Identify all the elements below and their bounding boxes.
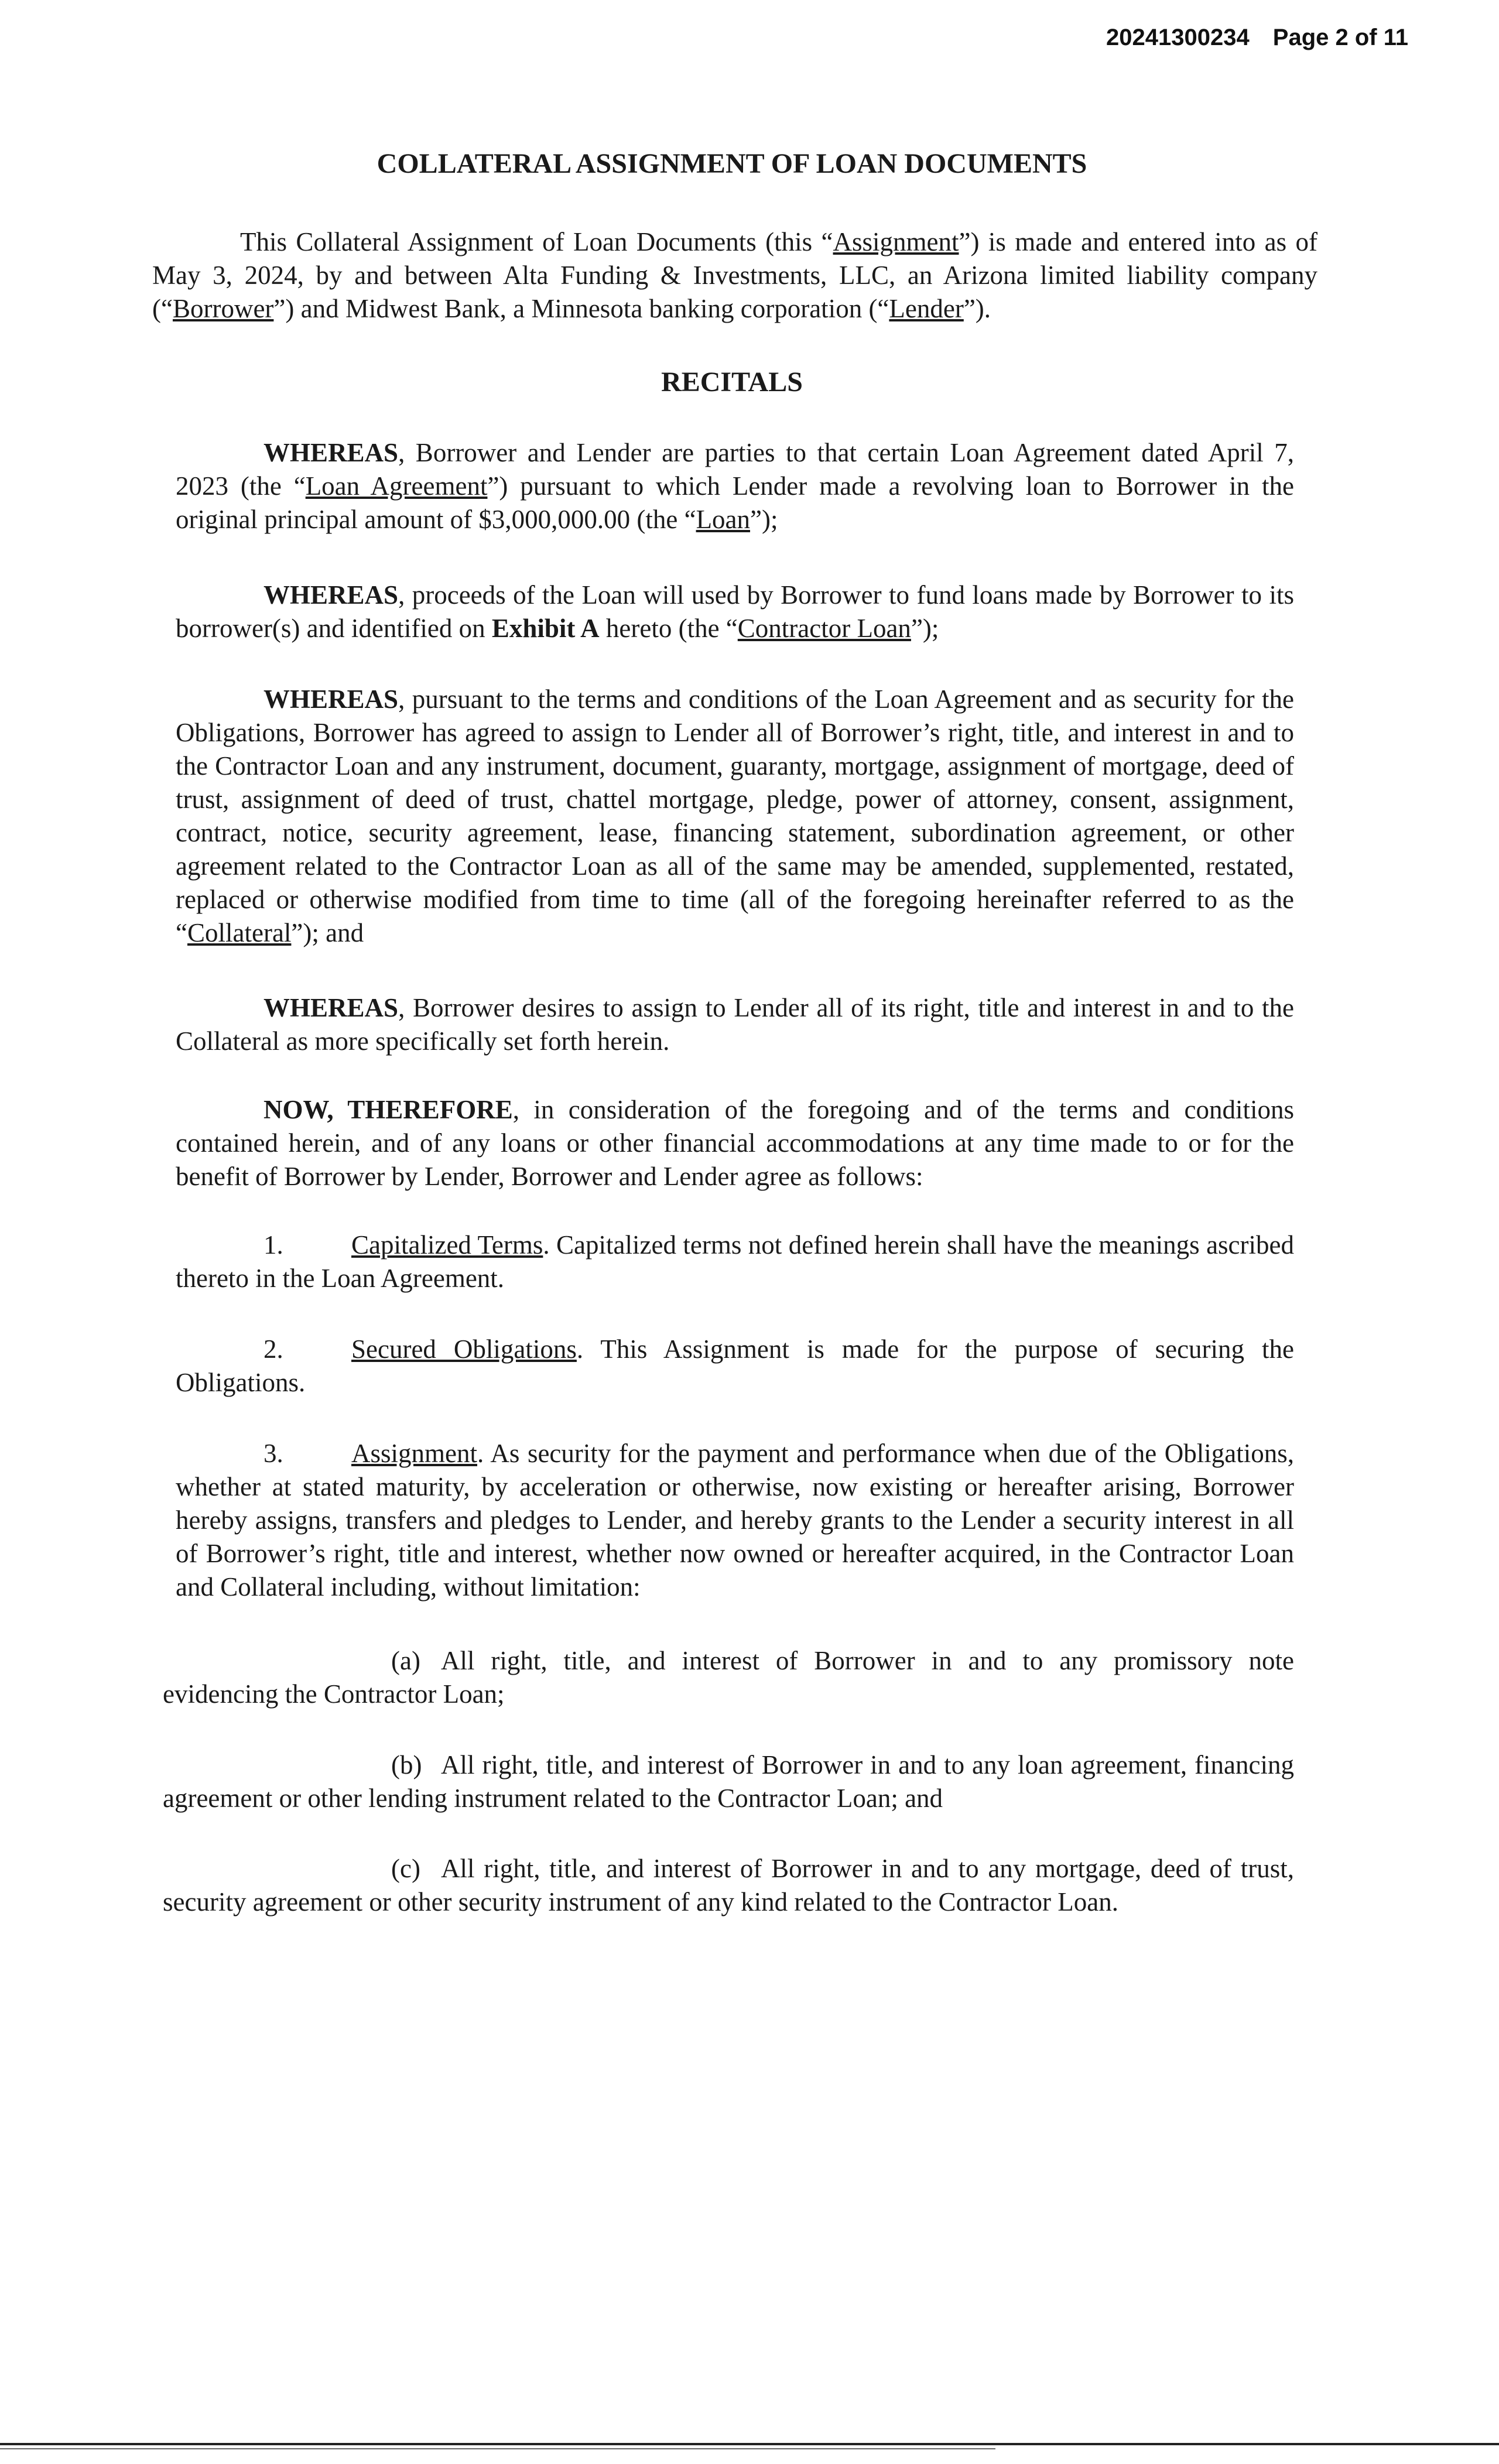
- defined-term-contractor-loan: Contractor Loan: [737, 614, 911, 643]
- section-heading: Capitalized Terms: [351, 1230, 543, 1260]
- section-number: 2.: [263, 1334, 283, 1364]
- section-number: 3.: [263, 1439, 283, 1468]
- recital-paragraph-3: WHEREAS, pursuant to the terms and conditions of the Loan Agreement and as security for the Obligations, Borrower has agreed to assign to Lender all of Borrower’s right, title, and interest in and to the Contractor Loan and any instrument, document, guaranty, mortgage, assignment of mortgage, deed of trust, assignment of deed of trust, chattel mortgage, pledge, power of attorney, consent, assignment, contract, notice, security agreement, lease, financing statement, subordination agreement, or other agreement related to the Contractor Loan as all of the same may be amended, supplemented, restated, replaced or otherwise modified from time to time (all of the foregoing hereinafter referred to as the “Collateral”); and: [176, 685, 1294, 947]
- section-heading: Assignment: [351, 1439, 478, 1468]
- recital-paragraph-1: WHEREAS, Borrower and Lender are parties to that certain Loan Agreement dated April 7, 2023 (the “Loan Agreement”) pursuant to which Lender made a revolving loan to Borrower in the original principal amount of $3,000,000.00 (the “Loan”);: [176, 438, 1295, 534]
- bottom-divider-secondary: [0, 2448, 995, 2449]
- section-number: 1.: [263, 1230, 283, 1260]
- section-1: 1. Capitalized Terms. Capitalized terms not defined herein shall have the meanings ascribed thereto in the Loan Agreement.: [176, 1228, 1294, 1295]
- recital-paragraph-2: WHEREAS, proceeds of the Loan will used by Borrower to fund loans made by Borrower to its borrower(s) and identified on Exhibit A hereto (the “Contractor Loan”);: [176, 580, 1294, 643]
- defined-term-lender: Lender: [889, 294, 964, 323]
- section-2: 2. Secured Obligations. This Assignment is made for the purpose of securing the Obligations.: [176, 1333, 1294, 1399]
- bottom-divider: [0, 2443, 1499, 2445]
- defined-term-loan-agreement: Loan Agreement: [305, 471, 488, 501]
- subsection-label: (a): [391, 1646, 420, 1675]
- section-heading: Secured Obligations: [351, 1334, 577, 1364]
- defined-term-borrower: Borrower: [172, 294, 274, 323]
- defined-term-collateral: Collateral: [187, 918, 292, 947]
- recitals-heading: RECITALS: [661, 367, 803, 398]
- section-3: 3. Assignment. As security for the payment and performance when due of the Obligations, whether at stated maturity, by acceleration or otherwise, now existing or hereafter arising, Borrower hereby assigns, transfers and pledges to Lender, and hereby grants to the Lender a security interest in all of Borrower’s right, title and interest, whether now owned or hereafter acquired, in the Contractor Loan and Collateral including, without limitation:: [176, 1437, 1294, 1604]
- document-title: COLLATERAL ASSIGNMENT OF LOAN DOCUMENTS: [377, 148, 1087, 179]
- document-number: 20241300234: [1106, 25, 1250, 50]
- recital-paragraph-4: WHEREAS, Borrower desires to assign to Lender all of its right, title and interest in and to the Collateral as more specifically set forth herein.: [176, 993, 1294, 1056]
- now-therefore-paragraph: NOW, THEREFORE, in consideration of the foregoing and of the terms and conditions contained herein, and of any loans or other financial accommodations at any time made to or for the benefit of Borrower by Lender, Borrower and Lender agree as follows:: [176, 1095, 1294, 1191]
- page-indicator: Page 2 of 11: [1272, 25, 1408, 50]
- defined-term-loan: Loan: [696, 505, 751, 534]
- subsection-label: (b): [391, 1750, 422, 1779]
- subsection-b: (b) All right, title, and interest of Borrower in and to any loan agreement, financing agreement or other lending instrument related to the Contractor Loan; and: [163, 1748, 1294, 1815]
- exhibit-reference: Exhibit A: [491, 614, 600, 643]
- defined-term-assignment: Assignment: [833, 227, 959, 256]
- page-header: [1106, 25, 1408, 51]
- intro-paragraph: This Collateral Assignment of Loan Documents (this “Assignment”) is made and entered into as of May 3, 2024, by and between Alta Funding & Investments, LLC, an Arizona limited liability company (“Borrower”) and Midwest Bank, a Minnesota banking corporation (“Lender”).: [152, 227, 1317, 323]
- subsection-label: (c): [391, 1854, 420, 1883]
- subsection-a: (a) All right, title, and interest of Borrower in and to any promissory note evidencing the Contractor Loan;: [163, 1644, 1294, 1711]
- subsection-c: (c) All right, title, and interest of Borrower in and to any mortgage, deed of trust, security agreement or other security instrument of any kind related to the Contractor Loan.: [163, 1852, 1294, 1919]
